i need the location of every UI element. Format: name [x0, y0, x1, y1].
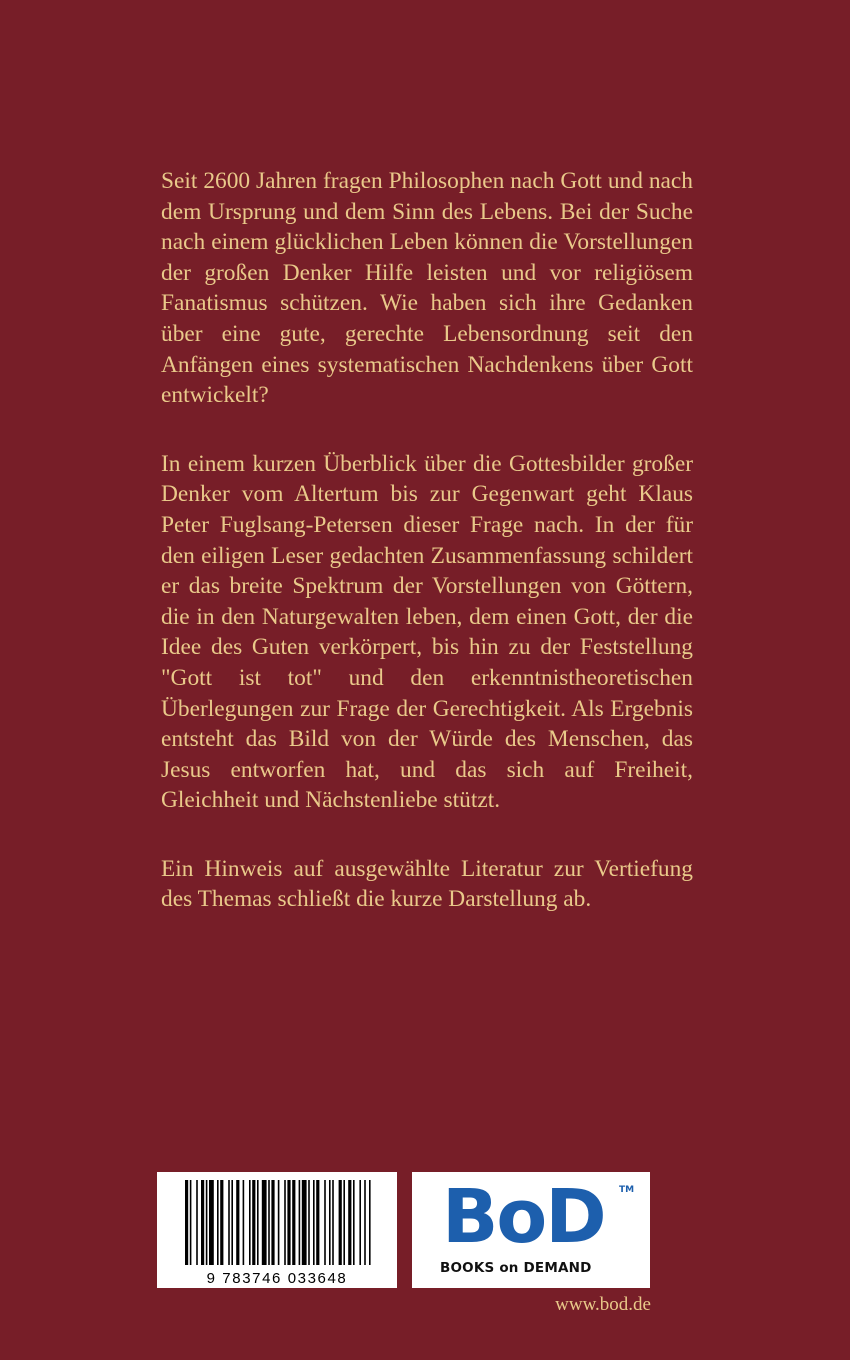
- barcode-bar: [313, 1180, 315, 1265]
- bod-logo-text: BoD: [442, 1174, 605, 1260]
- barcode-bar: [278, 1180, 280, 1265]
- barcode-bar: [369, 1180, 371, 1265]
- barcode-bar: [262, 1180, 267, 1265]
- barcode-bar: [299, 1180, 301, 1265]
- barcode-bar: [353, 1180, 355, 1265]
- barcode-bar: [332, 1180, 334, 1265]
- publisher-website: www.bod.de: [555, 1294, 651, 1315]
- barcode-bar: [209, 1180, 214, 1265]
- barcode-bar: [196, 1180, 198, 1265]
- barcode-bar: [302, 1180, 307, 1265]
- barcode-bar: [316, 1180, 319, 1265]
- barcode-bar: [359, 1180, 361, 1265]
- barcode-bar: [220, 1180, 223, 1265]
- blurb-paragraph-2: In einem kurzen Überblick über die Gottesbilder großer Denker vom Altertum bis zur Gegenwart geht Klaus Peter Fuglsang-Petersen dieser Frage nach. In der für den eiligen Leser gedachten Zusammenfassung schildert er das breite Spektrum der Vorstellungen von Göttern, die in den Naturgewalten leben, dem einen Gott, der die Idee des Guten verkörpert, bis hin zu der Feststellung "Gott ist tot" und den erkenntnistheoretischen Überlegungen zur Frage der Gerechtigkeit. Als Ergebnis entsteht das Bild von der Würde des Menschen, das Jesus entworfen hat, und das sich auf Freiheit, Gleichheit und Nächstenliebe stützt.: [161, 450, 693, 814]
- barcode-bar: [257, 1180, 259, 1265]
- barcode-bar: [201, 1180, 204, 1265]
- barcode-bar: [364, 1180, 366, 1265]
- blurb-text: [161, 166, 693, 915]
- barcode-bar: [292, 1180, 295, 1265]
- trademark-mark: TM: [619, 1185, 635, 1195]
- publisher-logo: [412, 1172, 650, 1288]
- barcode-bar: [268, 1180, 270, 1265]
- blurb-paragraph-3: Ein Hinweis auf ausgewählte Literatur zur Vertiefung des Themas schließt die kurze Darstellung ab.: [161, 855, 693, 913]
- barcode-bar: [217, 1180, 219, 1265]
- publisher-tagline: BOOKS on DEMAND: [440, 1260, 592, 1276]
- barcode-digits: 9 783746 033648: [206, 1270, 348, 1287]
- barcode-bar: [206, 1180, 208, 1265]
- barcode-graphic: [157, 1172, 397, 1288]
- barcode-bars: [185, 1180, 371, 1265]
- barcode-bar: [329, 1180, 331, 1265]
- barcode-bar: [271, 1180, 274, 1265]
- barcode-bar: [190, 1180, 192, 1265]
- barcode-bar: [228, 1180, 230, 1265]
- barcode-bar: [287, 1180, 290, 1265]
- barcode-bar: [236, 1180, 239, 1265]
- isbn-barcode: [157, 1172, 397, 1288]
- barcode-bar: [339, 1180, 342, 1265]
- barcode-bar: [284, 1180, 286, 1265]
- barcode-bar: [348, 1180, 351, 1265]
- barcode-bar: [231, 1180, 233, 1265]
- barcode-bar: [308, 1180, 310, 1265]
- barcode-bar: [243, 1180, 245, 1265]
- barcode-bar: [252, 1180, 255, 1265]
- blurb-paragraph-1: Seit 2600 Jahren fragen Philosophen nach Gott und nach dem Ursprung und dem Sinn des Lebens. Bei der Suche nach einem glücklichen Leben können die Vorstellungen der großen Denker Hilfe leisten und vor religiösem Fanatismus schützen. Wie haben sich ihre Gedanken über eine gute, gerechte Lebensordnung seit den Anfängen eines systematischen Nachdenkens über Gott entwickelt?: [161, 168, 693, 409]
- barcode-bar: [324, 1180, 326, 1265]
- barcode-bar: [343, 1180, 345, 1265]
- barcode-bar: [249, 1180, 251, 1265]
- barcode-bar: [185, 1180, 188, 1265]
